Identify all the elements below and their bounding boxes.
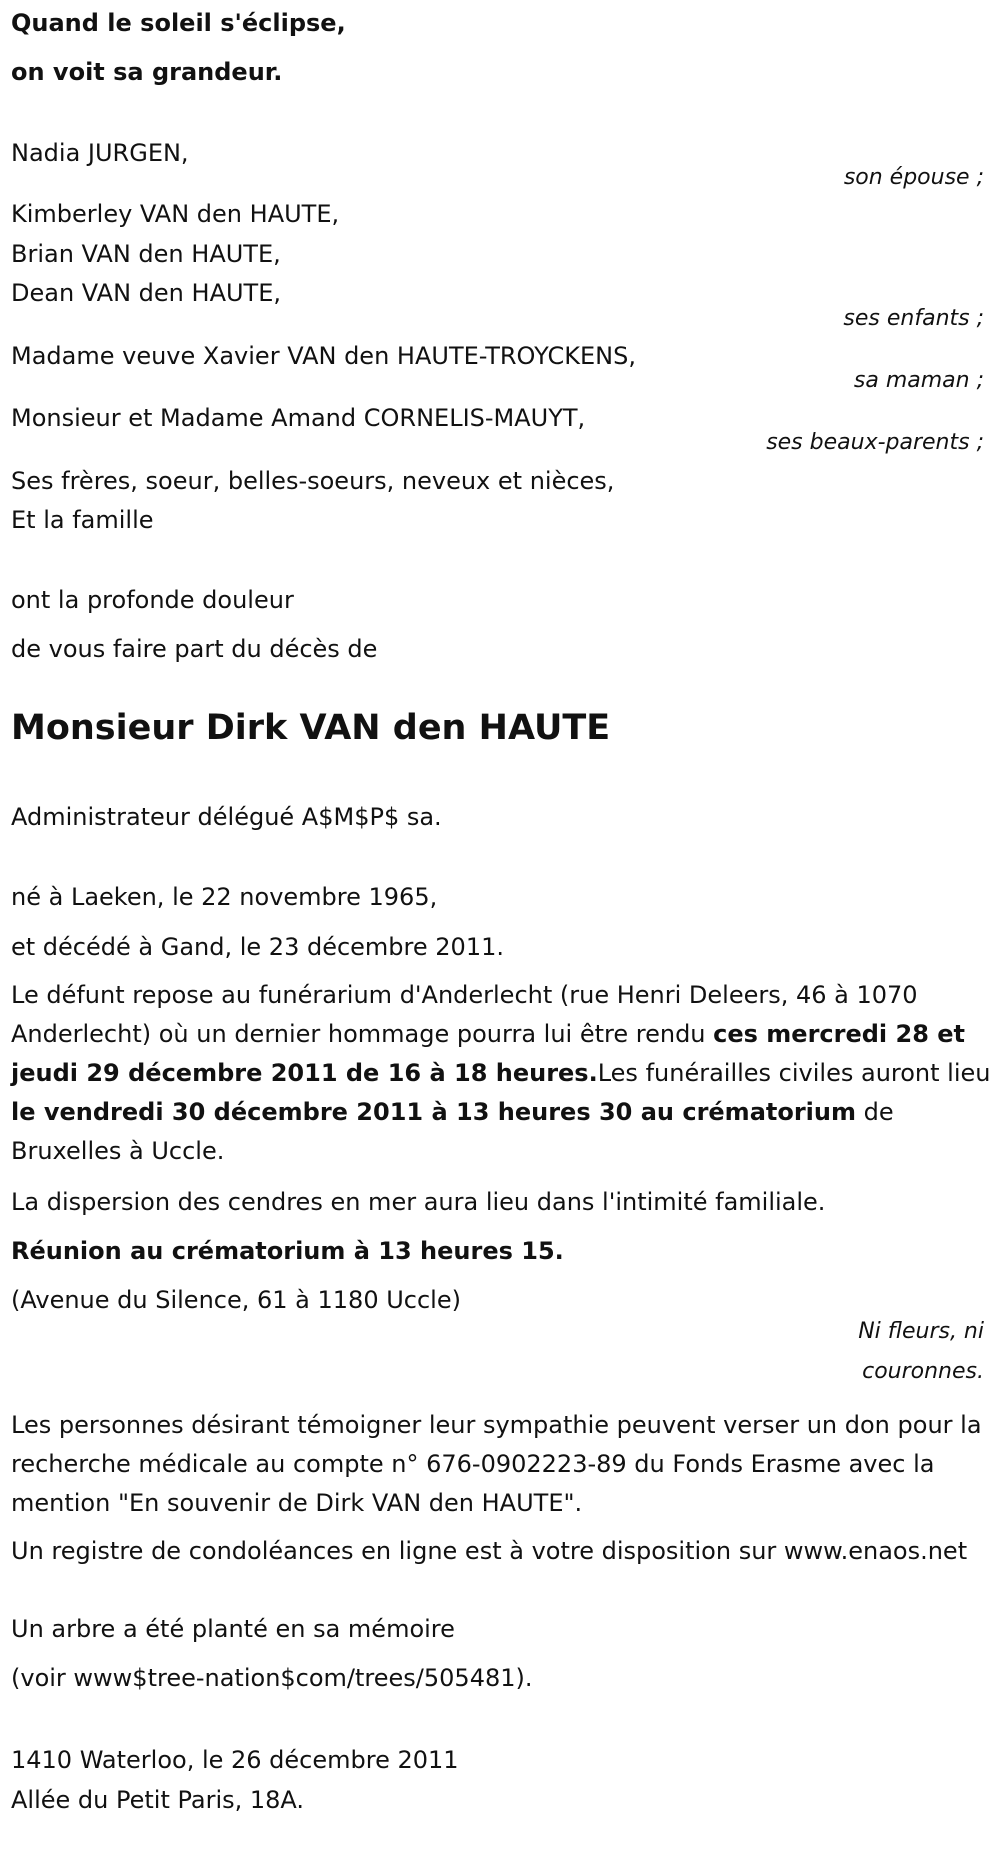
child-name-2: Brian VAN den HAUTE, xyxy=(11,240,281,268)
quote-line-2: on voit sa grandeur. xyxy=(11,58,283,86)
mother-role: sa maman ; xyxy=(853,368,984,393)
deceased-name: Monsieur Dirk VAN den HAUTE xyxy=(11,708,611,748)
quote-line-1: Quand le soleil s'éclipse, xyxy=(11,9,346,37)
flowers-line-1: Ni fleurs, ni xyxy=(858,1319,984,1344)
dispersion-line: La dispersion des cendres en mer aura lieu dans l'intimité familiale. xyxy=(11,1188,826,1216)
funeral-place: de Bruxelles à Uccle. xyxy=(11,1098,894,1165)
family-line: Et la famille xyxy=(11,506,154,534)
register-paragraph: Un registre de condoléances en ligne est à votre disposition sur www.enaos.net xyxy=(11,1537,968,1565)
children-role: ses enfants ; xyxy=(843,306,984,331)
child-name-1: Kimberley VAN den HAUTE, xyxy=(11,200,340,228)
donation-paragraph: Les personnes désirant témoigner leur sympathie peuvent verser un don pour la recherche médicale au compte n° 676-0902223-89 du Fonds Erasme avec la mention "En souvenir de Dirk VAN den HAUTE". xyxy=(11,1411,982,1517)
announcement-line-1: ont la profonde douleur xyxy=(11,586,294,614)
visiting-dates: ces mercredi 28 et jeudi 29 décembre 2011 de 16 à 18 heures. xyxy=(11,1020,966,1087)
mother-name: Madame veuve Xavier VAN den HAUTE-TROYCKENS, xyxy=(11,342,636,370)
address-line: (Avenue du Silence, 61 à 1180 Uccle) xyxy=(11,1286,461,1314)
announcement-line-2: de vous faire part du décès de xyxy=(11,635,378,663)
arrangements-paragraph xyxy=(11,976,991,1171)
inlaws-role: ses beaux-parents ; xyxy=(766,430,984,455)
inlaws-name: Monsieur et Madame Amand CORNELIS-MAUYT, xyxy=(11,404,586,432)
child-name-3: Dean VAN den HAUTE, xyxy=(11,279,281,307)
deceased-function: Administrateur délégué A$M$P$ sa. xyxy=(11,803,442,831)
street-address: Allée du Petit Paris, 18A. xyxy=(11,1786,305,1814)
place-date: 1410 Waterloo, le 26 décembre 2011 xyxy=(11,1746,459,1774)
flowers-line-2: couronnes. xyxy=(862,1359,984,1384)
spouse-role: son épouse ; xyxy=(843,165,984,190)
death-line: et décédé à Gand, le 23 décembre 2011. xyxy=(11,933,504,961)
funeral-date: le vendredi 30 décembre 2011 à 13 heures 30 au crématorium xyxy=(11,1098,857,1126)
repose-text: Le défunt repose au funérarium d'Anderlecht (rue Henri Deleers, 46 à 1070 Anderlecht) où un dernier hommage pourra lui être rendu xyxy=(11,981,918,1048)
siblings-line: Ses frères, soeur, belles-soeurs, neveux et nièces, xyxy=(11,467,615,495)
birth-line: né à Laeken, le 22 novembre 1965, xyxy=(11,883,438,911)
funeral-intro: Les funérailles civiles auront lieu xyxy=(597,1059,991,1087)
meeting-line: Réunion au crématorium à 13 heures 15. xyxy=(11,1237,564,1265)
tree-line-2: (voir www$tree-nation$com/trees/505481). xyxy=(11,1664,533,1692)
tree-line-1: Un arbre a été planté en sa mémoire xyxy=(11,1615,455,1643)
spouse-name: Nadia JURGEN, xyxy=(11,139,189,167)
